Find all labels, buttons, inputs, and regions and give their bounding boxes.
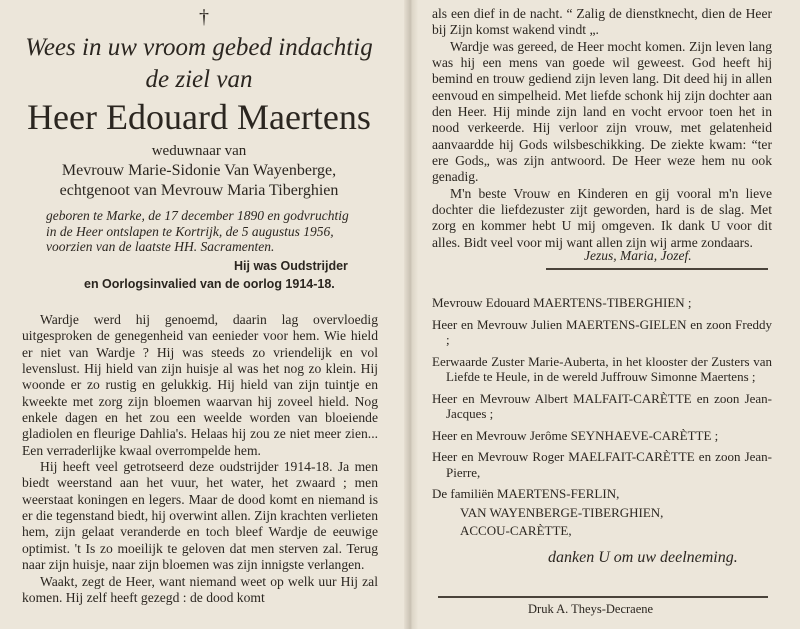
first-wife: Mevrouw Marie-Sidonie Van Wayenberge, bbox=[61, 162, 337, 179]
left-body-text bbox=[22, 312, 378, 606]
card-fold bbox=[404, 0, 418, 629]
body-paragraph: Wardje werd hij genoemd, daarin lag overvloedig uitgesproken de genegenheid van eenieder voor hem. Wie hield er niet van Wardje ? Hij was steeds zo vriendelijk en vol levenslust. Hij hield van zijn huisje al was het nog zo klein. Hij woonde er zo rustig en gelukkig. Hij hield van zijn tuintje en kweekte met zorg zijn bloemen waarvan hij zoveel hield. Nog enkele dagen en het zou een weelde worden van bloeiende gladiolen en fleurige Dahlia's. Helaas hij zou ze niet meer zien... Een verraderlijke kwaal overrompelde hem. bbox=[22, 312, 378, 458]
left-page bbox=[14, 0, 398, 629]
family-entry: Heer en Mevrouw Jerôme SEYNHAEVE-CARÈTTE ; bbox=[432, 427, 719, 443]
right-page bbox=[424, 0, 796, 629]
thanks-line: danken U om uw deelneming. bbox=[548, 549, 738, 566]
bio-block bbox=[46, 208, 349, 255]
right-body-text bbox=[432, 6, 772, 251]
bio-line: geboren te Marke, de 17 december 1890 en godvruchtig bbox=[46, 208, 349, 223]
body-paragraph: Waakt, zegt de Heer, want niemand weet op welk uur Hij zal komen. Hij zelf heeft gezegd : de dood komt bbox=[22, 573, 378, 605]
body-paragraph: M'n beste Vrouw en Kinderen en gij vooral m'n lieve dochter die liefdezuster zijt geworden, hard is de slag. Met zorg en kommer hebt U mij omgeven. Ik dank U voor dit alles. Bidt veel voor mij want allen zijn wij arme zondaars. bbox=[432, 185, 772, 250]
families-intro: De familiën MAERTENS-FERLIN, bbox=[432, 486, 620, 501]
intro-line-2: de ziel van bbox=[145, 66, 253, 93]
footer-divider bbox=[438, 596, 768, 598]
veteran-line-2: en Oorlogsinvalied van de oorlog 1914-18. bbox=[84, 277, 335, 291]
family-entry: Eerwaarde Zuster Marie-Auberta, in het klooster der Zusters van Liefde te Heule, in de wereld Juffrouw Simonne Maertens ; bbox=[432, 353, 772, 384]
printer-credit: Druk A. Theys-Decraene bbox=[528, 602, 654, 616]
body-paragraph: Wardje was gereed, de Heer mocht komen. Zijn leven lang was hij een mens van goede wil geweest. God heeft hij bemind en trouw gediend zijn leven lang. Dit deed hij in allen eenvoud en simpelheid. Met liefde schonk hij zijn dochter aan den Heer. Hij minde zijn land en vocht ervoor toen het in nood verkeerde. Hij verloor zijn vrouw, met gelatenheid aanvaardde hij Gods wilsbeschikking. De ziekte kwam: “ter ere Gods„ was zijn antwoord. De Heer weze hem nu ook genadig. bbox=[432, 38, 772, 185]
families-line: ACCOU-CARÈTTE, bbox=[460, 523, 572, 538]
body-paragraph: als een dief in de nacht. “ Zalig de dienstknecht, dien de Heer bij Zijn komst wakend vindt „. bbox=[432, 6, 772, 38]
veteran-line-1: Hij was Oudstrijder bbox=[234, 259, 348, 273]
body-paragraph: Hij heeft veel getrotseerd deze oudstrijder 1914-18. Ja men biedt weerstand aan het vuur, het water, het zwaard ; men weerstaat koningen en legers. Maar de dood komt en niemand is er die tegenstand biedt, hij overwint allen. Zijn krachten verlieten hem, zijn gelaat veranderde en toch bleef Wardje de eeuwige optimist. 't Is zo moeilijk te geloven dat men sterven zal. Terug naar zijn huisje, naar zijn bloemen was zijn innigste verlangen. bbox=[22, 459, 378, 573]
prayer-line: Jezus, Maria, Jozef. bbox=[584, 248, 692, 263]
bio-line: voorzien van de laatste HH. Sacramenten. bbox=[46, 239, 275, 254]
bio-line: in de Heer ontslapen te Kortrijk, de 5 augustus 1956, bbox=[46, 223, 334, 239]
family-entry: Heer en Mevrouw Roger MAELFAIT-CARÈTTE en zoon Jean-Pierre, bbox=[432, 449, 772, 480]
second-wife: echtgenoot van Mevrouw Maria Tiberghien bbox=[59, 182, 339, 199]
divider bbox=[546, 268, 768, 270]
family-entry: Mevrouw Edouard MAERTENS-TIBERGHIEN ; bbox=[432, 295, 692, 310]
family-entry: Heer en Mevrouw Albert MALFAIT-CARÈTTE en zoon Jean-Jacques ; bbox=[432, 390, 772, 421]
widower-label: weduwnaar van bbox=[151, 143, 247, 159]
family-list bbox=[432, 295, 772, 542]
family-entry: Heer en Mevrouw Julien MAERTENS-GIELEN en zoon Freddy ; bbox=[432, 316, 772, 347]
deceased-name: Heer Edouard Maertens bbox=[27, 97, 371, 137]
families-line: VAN WAYENBERGE-TIBERGHIEN, bbox=[460, 504, 664, 520]
intro-line-1: Wees in uw vroom gebed indachtig bbox=[25, 34, 373, 61]
cross-icon: † bbox=[199, 6, 209, 28]
